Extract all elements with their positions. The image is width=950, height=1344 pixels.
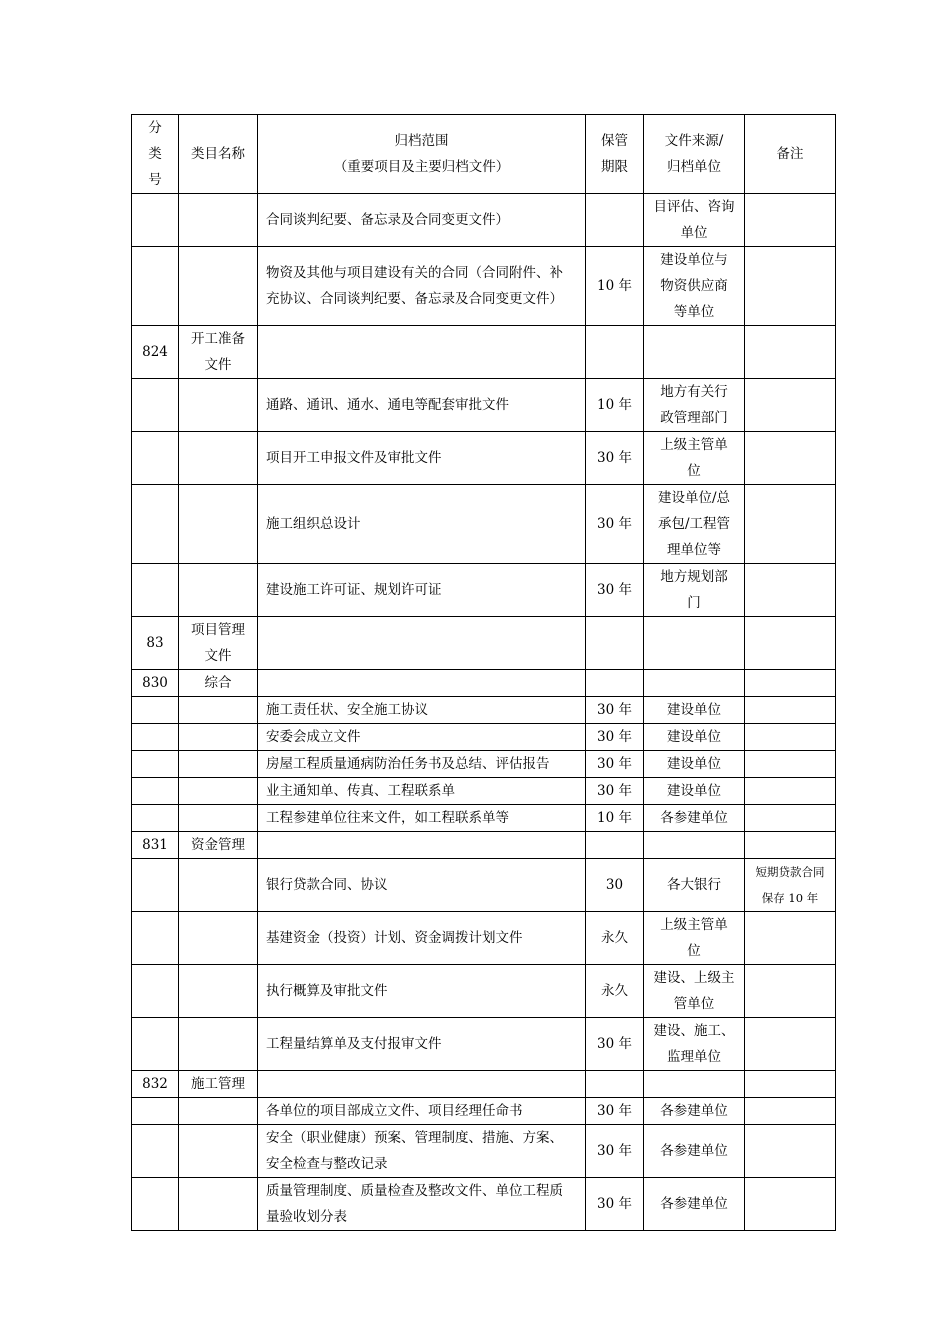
cell-period: 永久 — [586, 912, 644, 965]
cell-period: 永久 — [586, 965, 644, 1018]
cell-period: 30 年 — [586, 485, 644, 564]
cell-period: 10 年 — [586, 379, 644, 432]
table-row — [132, 670, 836, 697]
cell-source: 建设单位 — [644, 697, 745, 724]
cell-note — [745, 751, 836, 778]
table-row — [132, 724, 836, 751]
table-row — [132, 1178, 836, 1231]
cell-scope: 银行贷款合同、协议 — [258, 859, 586, 912]
archive-classification-table — [131, 114, 836, 1231]
cell-note — [745, 1178, 836, 1231]
cell-code — [132, 778, 179, 805]
cell-scope — [258, 1071, 586, 1098]
cell-scope: 质量管理制度、质量检查及整改文件、单位工程质 量验收划分表 — [258, 1178, 586, 1231]
header-category: 类目名称 — [179, 115, 258, 194]
cell-category — [179, 194, 258, 247]
table-row — [132, 859, 836, 912]
cell-scope: 房屋工程质量通病防治任务书及总结、评估报告 — [258, 751, 586, 778]
table-row — [132, 247, 836, 326]
cell-period: 10 年 — [586, 247, 644, 326]
cell-code: 83 — [132, 617, 179, 670]
cell-scope — [258, 670, 586, 697]
cell-source: 各参建单位 — [644, 1098, 745, 1125]
table-row — [132, 326, 836, 379]
cell-category: 施工管理 — [179, 1071, 258, 1098]
cell-note — [745, 1018, 836, 1071]
cell-source: 建设单位 — [644, 751, 745, 778]
cell-period: 30 年 — [586, 697, 644, 724]
cell-note — [745, 670, 836, 697]
cell-category — [179, 697, 258, 724]
cell-source: 各参建单位 — [644, 805, 745, 832]
cell-scope — [258, 832, 586, 859]
table-row — [132, 697, 836, 724]
cell-note — [745, 965, 836, 1018]
cell-scope: 合同谈判纪要、备忘录及合同变更文件） — [258, 194, 586, 247]
cell-period: 30 年 — [586, 1018, 644, 1071]
table-row — [132, 912, 836, 965]
cell-source — [644, 326, 745, 379]
header-scope-subtitle: （重要项目及主要归档文件） — [333, 159, 510, 175]
cell-scope: 工程参建单位往来文件，如工程联系单等 — [258, 805, 586, 832]
cell-note — [745, 912, 836, 965]
cell-scope: 通路、通讯、通水、通电等配套审批文件 — [258, 379, 586, 432]
table-row — [132, 1018, 836, 1071]
cell-scope — [258, 617, 586, 670]
header-note: 备注 — [745, 115, 836, 194]
cell-category: 项目管理 文件 — [179, 617, 258, 670]
cell-note — [745, 247, 836, 326]
cell-note — [745, 778, 836, 805]
cell-source — [644, 670, 745, 697]
cell-source: 上级主管单 位 — [644, 432, 745, 485]
cell-note — [745, 1071, 836, 1098]
cell-note: 短期贷款合同 保存 10 年 — [745, 859, 836, 912]
cell-note — [745, 805, 836, 832]
cell-scope: 施工责任状、安全施工协议 — [258, 697, 586, 724]
header-source: 文件来源/ 归档单位 — [644, 115, 745, 194]
cell-source: 建设、上级主 管单位 — [644, 965, 745, 1018]
table-row — [132, 805, 836, 832]
cell-category — [179, 1018, 258, 1071]
cell-source: 建设单位与 物资供应商 等单位 — [644, 247, 745, 326]
cell-code — [132, 697, 179, 724]
table-row — [132, 1125, 836, 1178]
cell-period — [586, 1071, 644, 1098]
cell-note — [745, 832, 836, 859]
cell-note — [745, 326, 836, 379]
cell-code — [132, 1018, 179, 1071]
cell-code — [132, 805, 179, 832]
cell-note — [745, 564, 836, 617]
cell-period: 30 年 — [586, 432, 644, 485]
cell-source: 各参建单位 — [644, 1178, 745, 1231]
table-row — [132, 617, 836, 670]
cell-code — [132, 432, 179, 485]
cell-source — [644, 1071, 745, 1098]
cell-source: 目评估、咨询 单位 — [644, 194, 745, 247]
table-header-row — [132, 115, 836, 194]
cell-category — [179, 912, 258, 965]
table-row — [132, 564, 836, 617]
table-row — [132, 194, 836, 247]
cell-note — [745, 617, 836, 670]
cell-period — [586, 832, 644, 859]
cell-category: 开工准备 文件 — [179, 326, 258, 379]
cell-period — [586, 326, 644, 379]
cell-category — [179, 805, 258, 832]
cell-code — [132, 379, 179, 432]
cell-category — [179, 432, 258, 485]
cell-period: 30 — [586, 859, 644, 912]
cell-period: 30 年 — [586, 778, 644, 805]
header-scope-title: 归档范围 — [394, 133, 449, 149]
cell-code — [132, 1178, 179, 1231]
cell-category — [179, 379, 258, 432]
header-code: 分 类 号 — [132, 115, 179, 194]
cell-category — [179, 1125, 258, 1178]
cell-category: 综合 — [179, 670, 258, 697]
cell-scope — [258, 326, 586, 379]
cell-scope: 项目开工申报文件及审批文件 — [258, 432, 586, 485]
cell-period: 30 年 — [586, 1098, 644, 1125]
cell-code — [132, 1125, 179, 1178]
cell-category — [179, 965, 258, 1018]
cell-period: 10 年 — [586, 805, 644, 832]
cell-note — [745, 432, 836, 485]
cell-code — [132, 724, 179, 751]
cell-note — [745, 1098, 836, 1125]
cell-category — [179, 859, 258, 912]
cell-period: 30 年 — [586, 1178, 644, 1231]
cell-period: 30 年 — [586, 751, 644, 778]
cell-code — [132, 965, 179, 1018]
cell-period: 30 年 — [586, 724, 644, 751]
cell-period: 30 年 — [586, 1125, 644, 1178]
cell-code — [132, 564, 179, 617]
cell-source: 地方规划部 门 — [644, 564, 745, 617]
cell-source: 建设单位 — [644, 724, 745, 751]
table-row — [132, 778, 836, 805]
cell-category: 资金管理 — [179, 832, 258, 859]
cell-category — [179, 485, 258, 564]
cell-scope: 施工组织总设计 — [258, 485, 586, 564]
cell-period — [586, 670, 644, 697]
cell-code — [132, 1098, 179, 1125]
cell-scope: 建设施工许可证、规划许可证 — [258, 564, 586, 617]
cell-source — [644, 832, 745, 859]
cell-category — [179, 247, 258, 326]
cell-code: 832 — [132, 1071, 179, 1098]
cell-code — [132, 751, 179, 778]
cell-code — [132, 912, 179, 965]
cell-note — [745, 194, 836, 247]
cell-source: 建设单位/总 承包/工程管 理单位等 — [644, 485, 745, 564]
cell-note — [745, 724, 836, 751]
cell-category — [179, 778, 258, 805]
cell-category — [179, 564, 258, 617]
cell-source: 各参建单位 — [644, 1125, 745, 1178]
table-row — [132, 832, 836, 859]
cell-category — [179, 1098, 258, 1125]
cell-scope: 业主通知单、传真、工程联系单 — [258, 778, 586, 805]
cell-scope: 物资及其他与项目建设有关的合同（合同附件、补 充协议、合同谈判纪要、备忘录及合同变更文件） — [258, 247, 586, 326]
cell-note — [745, 379, 836, 432]
cell-scope: 安委会成立文件 — [258, 724, 586, 751]
cell-code: 830 — [132, 670, 179, 697]
cell-note — [745, 697, 836, 724]
table-row — [132, 485, 836, 564]
header-period: 保管 期限 — [586, 115, 644, 194]
cell-code — [132, 485, 179, 564]
cell-category — [179, 751, 258, 778]
cell-scope: 基建资金（投资）计划、资金调拨计划文件 — [258, 912, 586, 965]
table-row — [132, 432, 836, 485]
table-row — [132, 1071, 836, 1098]
cell-scope: 安全（职业健康）预案、管理制度、措施、方案、 安全检查与整改记录 — [258, 1125, 586, 1178]
cell-code: 831 — [132, 832, 179, 859]
cell-source: 各大银行 — [644, 859, 745, 912]
cell-note — [745, 1125, 836, 1178]
cell-code — [132, 859, 179, 912]
archive-table-page — [131, 114, 835, 1231]
cell-code — [132, 247, 179, 326]
cell-note — [745, 485, 836, 564]
header-scope — [258, 115, 586, 194]
cell-source — [644, 617, 745, 670]
table-row — [132, 379, 836, 432]
cell-period: 30 年 — [586, 564, 644, 617]
cell-period — [586, 617, 644, 670]
table-row — [132, 751, 836, 778]
cell-source: 建设、施工、 监理单位 — [644, 1018, 745, 1071]
cell-scope: 执行概算及审批文件 — [258, 965, 586, 1018]
table-row — [132, 965, 836, 1018]
cell-source: 地方有关行 政管理部门 — [644, 379, 745, 432]
table-row — [132, 1098, 836, 1125]
cell-category — [179, 724, 258, 751]
cell-scope: 各单位的项目部成立文件、项目经理任命书 — [258, 1098, 586, 1125]
cell-code: 824 — [132, 326, 179, 379]
cell-code — [132, 194, 179, 247]
cell-category — [179, 1178, 258, 1231]
cell-scope: 工程量结算单及支付报审文件 — [258, 1018, 586, 1071]
cell-source: 建设单位 — [644, 778, 745, 805]
cell-period — [586, 194, 644, 247]
cell-source: 上级主管单 位 — [644, 912, 745, 965]
